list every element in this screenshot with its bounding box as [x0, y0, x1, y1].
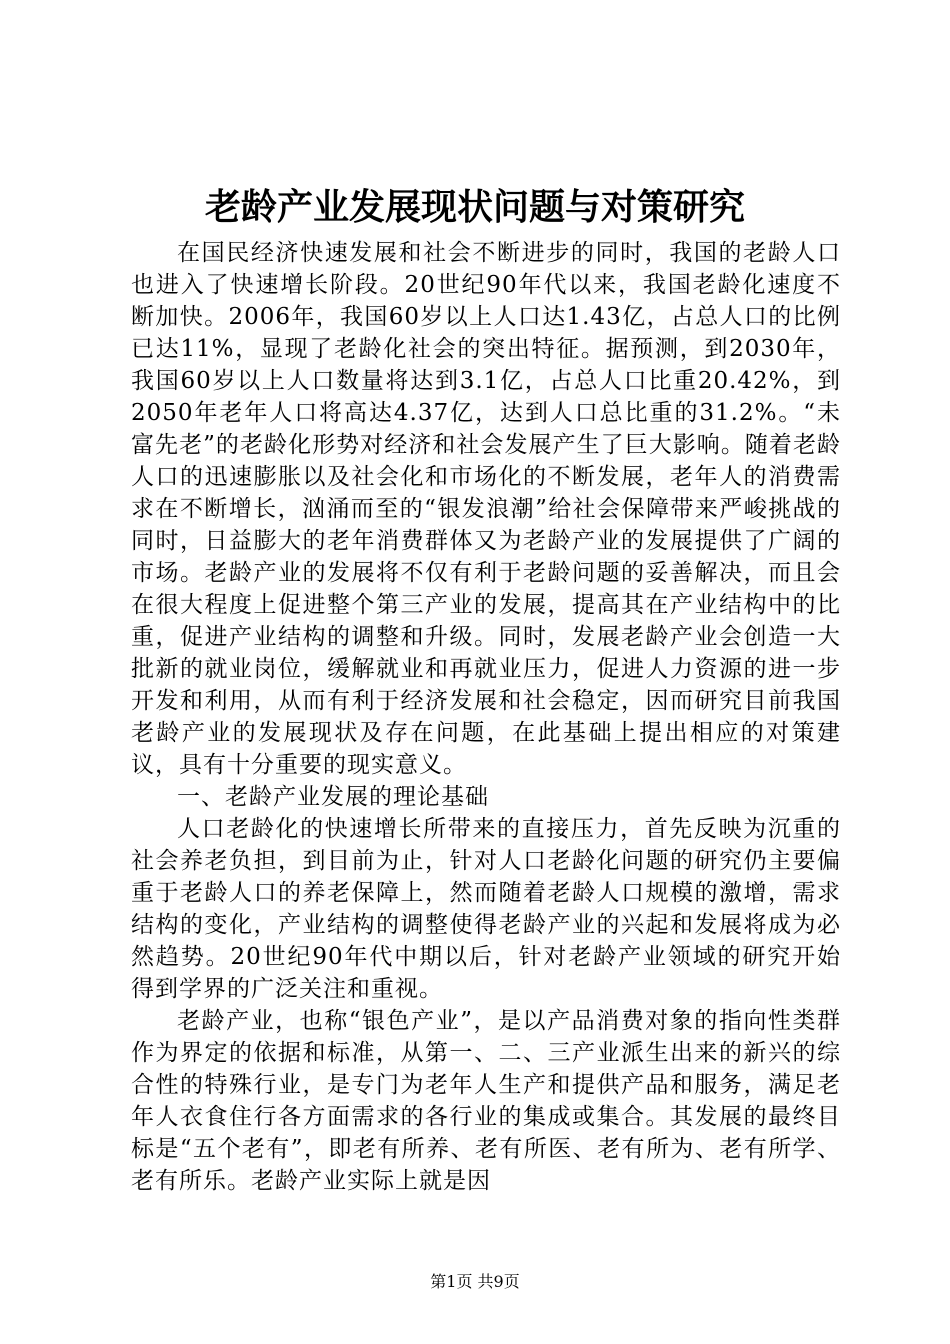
page-footer: 第1页 共9页 [430, 1272, 520, 1291]
section-heading: 一、老龄产业发展的理论基础 [177, 784, 489, 810]
document-body [131, 237, 841, 1197]
paragraph-definition: 老龄产业，也称“银色产业”，是以产品消费对象的指向性类群作为界定的依据和标准，从第一、二、三产业派生出来的新兴的综合性的特殊行业，是专门为老年人生产和提供产品和服务，满足老年人衣食住行各方面需求的各行业的集成或集合。其发展的最终目标是“五个老有”，即老有所养、老有所医、老有所为、老有所学、老有所乐。老龄产业实际上就是因 [131, 1008, 841, 1194]
document-title: 老龄产业发展现状问题与对策研究 [204, 186, 745, 228]
paragraph-intro: 在国民经济快速发展和社会不断进步的同时，我国的老龄人口也进入了快速增长阶段。20世纪90年代以来，我国老龄化速度不断加快。2006年，我国60岁以上人口达1.43亿，占总人口的比例已达11%，显现了老龄化社会的突出特征。据预测，到2030年，我国60岁以上人口数量将达到3.1亿，占总人口比重20.42%，到2050年老年人口将高达4.37亿，达到人口总比重的31.2%。“未富先老”的老龄化形势对经济和社会发展产生了巨大影响。随着老龄人口的迅速膨胀以及社会化和市场化的不断发展，老年人的消费需求在不断增长，汹涌而至的“银发浪潮”给社会保障带来严峻挑战的同时，日益膨大的老年消费群体又为老龄产业的发展提供了广阔的市场。老龄产业的发展将不仅有利于老龄问题的妥善解决，而且会在很大程度上促进整个第三产业的发展，提高其在产业结构中的比重，促进产业结构的调整和升级。同时，发展老龄产业会创造一大批新的就业岗位，缓解就业和再就业压力，促进人力资源的进一步开发和利用，从而有利于经济发展和社会稳定，因而研究目前我国老龄产业的发展现状及存在问题，在此基础上提出相应的对策建议，具有十分重要的现实意义。 [131, 240, 841, 778]
paragraph-theory: 人口老龄化的快速增长所带来的直接压力，首先反映为沉重的社会养老负担，到目前为止，针对人口老龄化问题的研究仍主要偏重于老龄人口的养老保障上，然而随着老龄人口规模的激增，需求结构的变化，产业结构的调整使得老龄产业的兴起和发展将成为必然趋势。20世纪90年代中期以后，针对老龄产业领域的研究开始得到学界的广泛关注和重视。 [131, 816, 841, 1002]
